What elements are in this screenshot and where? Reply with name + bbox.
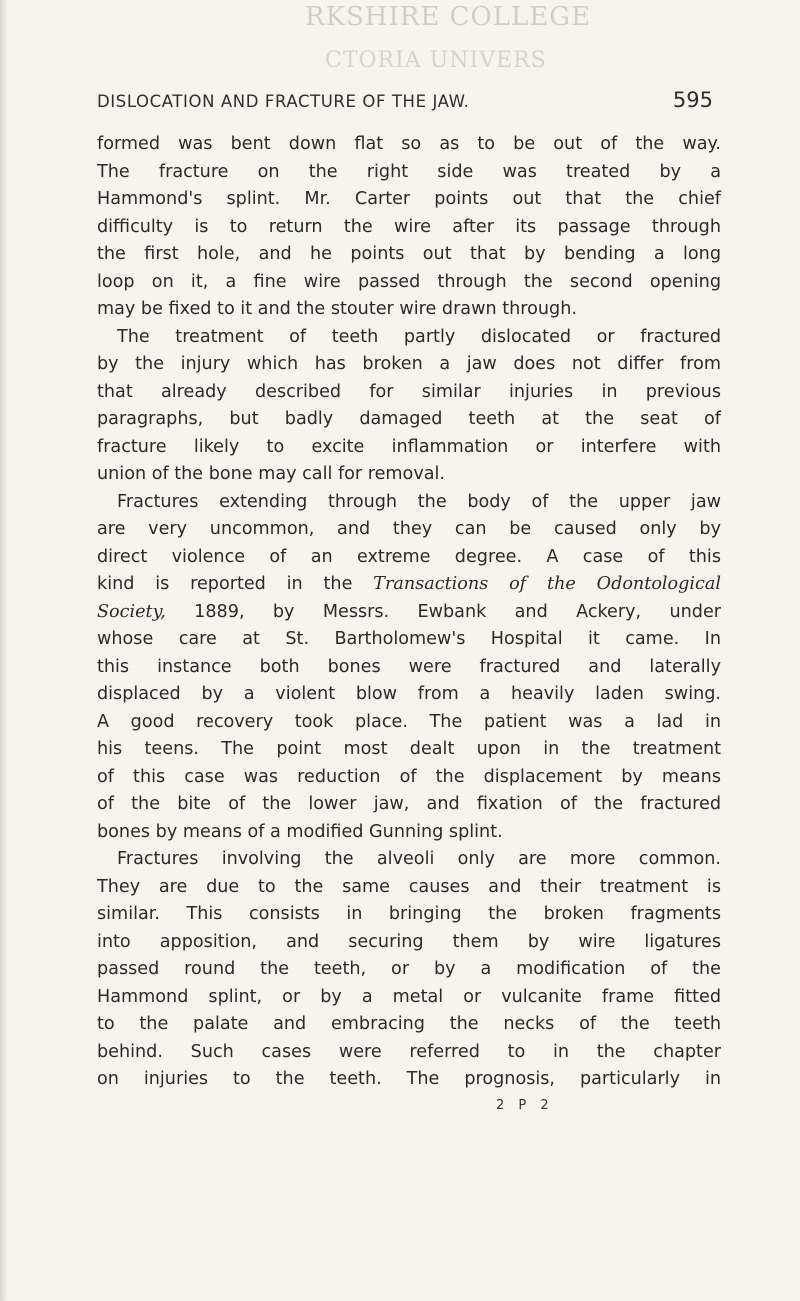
bleed-through-stamp-2: CTORIA UNIVERS	[325, 48, 547, 73]
text-line-with-citation	[97, 571, 721, 599]
text-line: They are due to the same causes and their treatment is	[97, 876, 721, 897]
text-line: of the bite of the lower jaw, and fixation of the fractured	[97, 794, 721, 814]
text-line: paragraphs, but badly damaged teeth at the seat of	[97, 409, 721, 429]
text-line: on injuries to the teeth. The prognosis, particularly in	[97, 1069, 721, 1089]
text-line: that already described for similar injuries in previous	[97, 381, 721, 402]
text-line: formed was bent down flat so as to be out of the way.	[97, 134, 721, 154]
text-line: behind. Such cases were referred to in the chapter	[97, 1041, 721, 1062]
text-line: of this case was reduction of the displacement by means	[97, 766, 721, 787]
text-segment: 1889, by Messrs. Ewbank and Ackery, under	[194, 601, 722, 622]
text-line: fracture likely to excite inflammation or interfere with	[97, 436, 721, 457]
page-gutter-shadow	[0, 0, 8, 1301]
paragraph-start: Fractures extending through the body of the upper jaw	[117, 491, 721, 512]
text-line: the first hole, and he points out that by bending a long	[97, 244, 721, 264]
text-line: displaced by a violent blow from a heavily laden swing.	[97, 684, 721, 704]
text-line: difficulty is to return the wire after its passage through	[97, 216, 721, 237]
text-line: loop on it, a fine wire passed through the second opening	[97, 271, 721, 292]
text-line: this instance both bones were fractured and laterally	[97, 656, 721, 677]
body-text	[97, 131, 721, 1094]
text-line: may be fixed to it and the stouter wire drawn through.	[97, 299, 577, 319]
text-line: by the injury which has broken a jaw does not differ from	[97, 354, 721, 374]
text-line: into apposition, and securing them by wire ligatures	[97, 931, 721, 952]
text-line: bones by means of a modified Gunning splint.	[97, 821, 503, 842]
running-title: DISLOCATION AND FRACTURE OF THE JAW.	[97, 92, 470, 111]
text-line: passed round the teeth, or by a modification of the	[97, 959, 721, 979]
page-number: 595	[672, 88, 713, 112]
signature-mark: 2 P 2	[496, 1098, 554, 1113]
text-line: direct violence of an extreme degree. A case of this	[97, 546, 721, 567]
text-line-with-citation	[97, 599, 721, 627]
text-line: union of the bone may call for removal.	[97, 464, 445, 484]
text-line: The fracture on the right side was treated by a	[97, 161, 721, 182]
paragraph-start: The treatment of teeth partly dislocated or fractured	[117, 326, 721, 347]
text-line: Hammond splint, or by a metal or vulcanite frame fitted	[97, 986, 721, 1007]
journal-title-cont: Society,	[97, 601, 166, 622]
text-segment: kind is reported in the	[97, 574, 353, 594]
running-head	[97, 88, 717, 116]
bleed-through-stamp: RKSHIRE COLLEGE	[305, 2, 592, 32]
text-line: his teens. The point most dealt upon in the treatment	[97, 739, 721, 759]
text-line: A good recovery took place. The patient was a lad in	[97, 711, 721, 732]
text-line: whose care at St. Bartholomew's Hospital it came. In	[97, 629, 721, 649]
text-line: to the palate and embracing the necks of the teeth	[97, 1014, 721, 1034]
paragraph-start: Fractures involving the alveoli only are more common.	[117, 849, 721, 869]
journal-title: Transactions of the Odontological	[373, 574, 721, 594]
text-line: are very uncommon, and they can be caused only by	[97, 519, 721, 539]
text-line: similar. This consists in bringing the broken fragments	[97, 904, 721, 924]
text-line: Hammond's splint. Mr. Carter points out that the chief	[97, 189, 721, 209]
